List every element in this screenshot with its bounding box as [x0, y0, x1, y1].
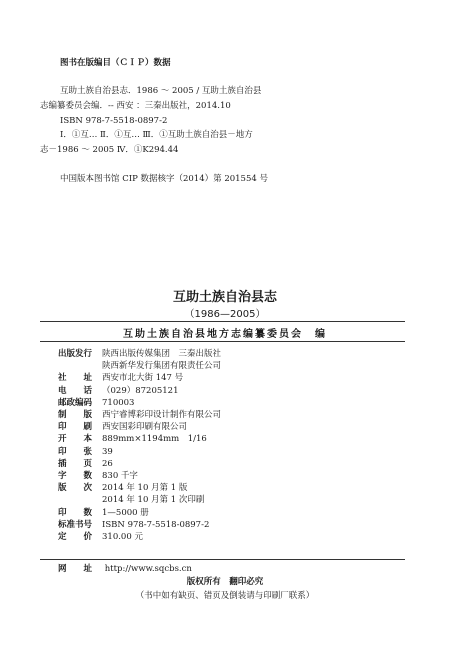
publication-info-row [58, 494, 221, 506]
publication-info-value: 26 [102, 458, 113, 469]
publication-info-row [58, 446, 221, 458]
cip-heading: 图书在版编目（ＣＩＰ）数据 [60, 58, 171, 68]
publication-info-label: 社 址 [58, 373, 93, 384]
publication-info-value: ISBN 978-7-5518-0897-2 [102, 519, 210, 530]
publication-info-label: 开 本 [58, 434, 93, 445]
book-years: （1986—2005） [184, 309, 266, 320]
cip-record-line: 中国版本图书馆 CIP 数据核字（2014）第 201554 号 [60, 174, 268, 184]
publication-info-label-spacer [58, 360, 102, 372]
cip-class-line: Ⅰ．①互… Ⅱ．①互… Ⅲ．①互助土族自治县－地方 [60, 130, 253, 140]
publication-info-value: 2014 年 10 月第 1 次印刷 [102, 495, 205, 506]
cip-entry-line: 互助土族自治县志．1986 ～ 2005 / 互助土族自治县 [60, 86, 262, 96]
publication-info-row [58, 409, 221, 421]
publication-info-row [58, 482, 221, 494]
publication-info-value: 710003 [102, 397, 135, 408]
publication-info-value: 西安国彩印刷有限公司 [102, 422, 188, 433]
publication-info-value: 2014 年 10 月第 1 版 [102, 483, 188, 494]
publication-info-row [58, 372, 221, 384]
publication-info-row [58, 531, 221, 543]
website-row [58, 562, 192, 574]
publication-info-row [58, 385, 221, 397]
publication-info-value: 889mm×1194mm 1/16 [102, 434, 207, 445]
divider [40, 341, 405, 342]
cip-isbn: ISBN 978-7-5518-0897-2 [60, 116, 168, 126]
cip-classification [40, 128, 420, 158]
publication-info-row [58, 360, 221, 372]
publication-info-row [58, 433, 221, 445]
publication-info-table [58, 348, 221, 543]
printing-notice: （书中如有缺页、错页及倒装请与印刷厂联系） [135, 591, 315, 601]
publication-info-value: 1—5000 册 [102, 507, 149, 518]
publication-info-row [58, 421, 221, 433]
publication-info-label: 印 刷 [58, 422, 93, 433]
publication-info-label: 标准书号 [58, 519, 93, 530]
divider [40, 321, 405, 322]
publication-info-label: 定 价 [58, 532, 93, 543]
cip-record [40, 172, 420, 187]
cip-entry [40, 84, 420, 129]
website-label: 网 址 [58, 564, 93, 574]
divider [40, 559, 405, 560]
publication-info-label: 版 次 [58, 483, 93, 494]
book-title: 互助土族自治县志 [172, 290, 277, 305]
website-url[interactable]: http://www.sqcbs.cn [104, 564, 192, 574]
publication-info-label: 印 数 [58, 507, 93, 518]
publication-info-row [58, 470, 221, 482]
publication-info-value: 39 [102, 446, 113, 457]
publication-info-value: 西安市北大街 147 号 [102, 373, 184, 384]
publication-info-label: 制 版 [58, 410, 93, 421]
publication-info-value: （029）87205121 [102, 385, 179, 396]
publication-info-value: 西宁睿博彩印设计制作有限公司 [102, 410, 222, 421]
publication-info-row [58, 507, 221, 519]
publication-info-label: 出版发行 [58, 349, 93, 359]
publication-info-value: 830 千字 [102, 471, 138, 482]
cip-entry-line: 志编纂委员会编．-- 西安 ：三秦出版社，2014.10 [40, 101, 231, 111]
publication-info-row [58, 397, 221, 409]
cip-class-line: 志－1986 ～ 2005 Ⅳ．①K294.44 [40, 145, 179, 155]
publication-info-value: 陕西新华发行集团有限责任公司 [102, 361, 222, 372]
publication-info-value: 陕西出版传媒集团 三秦出版社 [102, 349, 222, 359]
publication-info-row [58, 458, 221, 470]
publication-info-value: 310.00 元 [102, 532, 143, 543]
publication-info-label-spacer [58, 494, 102, 506]
publication-info-label: 邮政编码 [58, 397, 93, 408]
rights-statement: 版权所有 翻印必究 [186, 577, 264, 587]
publication-info-label: 印 张 [58, 446, 93, 457]
publication-info-label: 字 数 [58, 471, 93, 482]
book-editor: 互助土族自治县地方志编纂委员会 编 [123, 329, 327, 340]
publication-info-label: 电 话 [58, 385, 93, 396]
publication-info-label: 插 页 [58, 458, 93, 469]
publication-info-row [58, 348, 221, 360]
publication-info-body [58, 348, 221, 543]
publication-info-row [58, 519, 221, 531]
